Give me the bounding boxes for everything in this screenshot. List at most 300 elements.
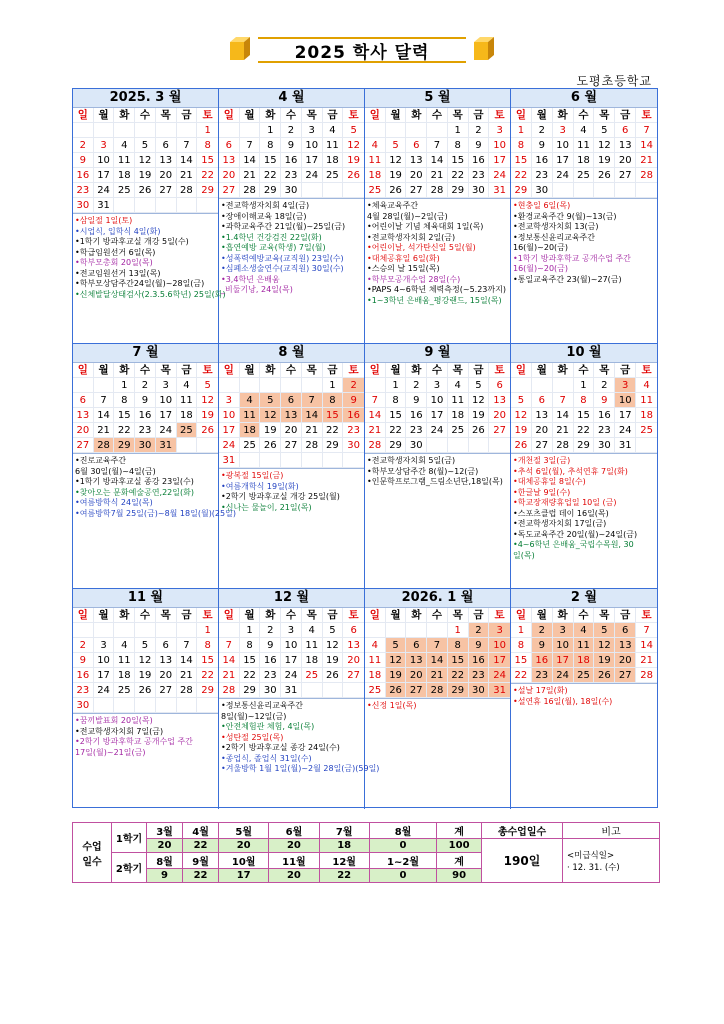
date-cell: 2 xyxy=(532,623,553,638)
date-cell: 28 xyxy=(365,438,386,453)
date-cell: 22 xyxy=(197,168,218,183)
days-cell: 22 xyxy=(183,869,219,883)
weekday-label: 일 xyxy=(365,108,386,123)
date-cell: 18 xyxy=(574,153,595,168)
date-grid xyxy=(73,123,218,213)
event-item: •전교학생자치회 2일(금) xyxy=(367,232,456,242)
weekday-label: 일 xyxy=(365,608,386,623)
event-item: •학부모상담주간24일(월)~28일(금) xyxy=(75,279,205,288)
days-cell: 9 xyxy=(147,869,183,883)
weekday-label: 월 xyxy=(386,108,407,123)
date-cell: 11 xyxy=(448,393,469,408)
date-cell: 22 xyxy=(448,668,469,683)
weekday-label: 일 xyxy=(73,108,94,123)
date-cell: 6 xyxy=(343,623,364,638)
date-grid xyxy=(73,378,218,453)
date-cell: 13 xyxy=(219,153,240,168)
date-cell: 3 xyxy=(553,123,574,138)
empty-cell xyxy=(240,123,261,138)
date-cell: 29 xyxy=(386,438,407,453)
date-cell: 21 xyxy=(94,423,115,438)
date-cell: 2 xyxy=(469,123,490,138)
empty-cell xyxy=(365,623,386,638)
weekday-label: 토 xyxy=(636,608,657,623)
weekday-label: 월 xyxy=(94,608,115,623)
date-cell: 20 xyxy=(73,423,94,438)
date-cell: 21 xyxy=(240,168,261,183)
date-cell: 31 xyxy=(281,683,302,698)
weekday-label: 화 xyxy=(406,108,427,123)
date-cell: 24 xyxy=(302,168,323,183)
date-cell: 16 xyxy=(281,153,302,168)
date-cell: 28 xyxy=(427,183,448,198)
date-grid xyxy=(365,378,510,453)
date-cell: 7 xyxy=(365,393,386,408)
date-cell: 30 xyxy=(260,683,281,698)
date-cell: 26 xyxy=(135,183,156,198)
days-cell: 0 xyxy=(369,869,436,883)
date-cell: 20 xyxy=(281,423,302,438)
event-item: •신정 1일(목) xyxy=(367,701,417,710)
event-item: 16(월)~20(금) xyxy=(513,264,569,273)
date-cell: 14 xyxy=(240,153,261,168)
date-cell: 14 xyxy=(177,653,198,668)
date-cell: 28 xyxy=(427,683,448,698)
event-item: •1학기 방과후학교 공개수업 주간 xyxy=(513,253,631,263)
sem2-label: 2학기 xyxy=(112,853,147,883)
date-cell: 12 xyxy=(594,138,615,153)
weekday-label: 수 xyxy=(574,608,595,623)
date-cell: 8 xyxy=(574,393,595,408)
date-cell: 31 xyxy=(94,198,115,213)
date-cell: 29 xyxy=(260,183,281,198)
date-cell: 4 xyxy=(302,623,323,638)
event-list xyxy=(219,698,380,775)
event-item: •독도교육주간 20일(월)~24일(금) xyxy=(513,529,638,539)
date-cell: 23 xyxy=(469,668,490,683)
date-cell: 10 xyxy=(281,638,302,653)
event-item: •1.4학년 건강검진 22일(화) xyxy=(221,232,322,242)
month-block xyxy=(219,89,365,344)
empty-cell xyxy=(114,198,135,213)
date-cell: 16 xyxy=(73,168,94,183)
date-cell: 18 xyxy=(302,653,323,668)
event-item: •통일교육주간 23(월)~27(금) xyxy=(513,274,622,284)
empty-cell xyxy=(302,683,323,698)
weekday-label: 일 xyxy=(73,608,94,623)
date-cell: 26 xyxy=(594,668,615,683)
empty-cell xyxy=(553,378,574,393)
weekday-label: 월 xyxy=(240,108,261,123)
date-cell: 1 xyxy=(323,378,344,393)
date-cell: 1 xyxy=(448,123,469,138)
date-cell: 16 xyxy=(469,153,490,168)
date-cell: 13 xyxy=(406,653,427,668)
date-cell: 13 xyxy=(343,638,364,653)
weekday-label: 화 xyxy=(553,608,574,623)
date-cell: 27 xyxy=(156,683,177,698)
date-cell: 5 xyxy=(135,638,156,653)
month-title: 8 월 xyxy=(219,344,364,363)
month-title: 10 월 xyxy=(511,344,657,363)
date-cell: 27 xyxy=(73,438,94,453)
calendar-grid xyxy=(72,88,658,808)
date-cell: 30 xyxy=(532,183,553,198)
date-cell: 31 xyxy=(219,453,240,468)
date-cell: 7 xyxy=(240,138,261,153)
weekday-label: 금 xyxy=(323,108,344,123)
school-name: 도평초등학교 xyxy=(576,74,652,88)
date-cell: 12 xyxy=(197,393,218,408)
empty-cell xyxy=(386,623,407,638)
date-cell: 27 xyxy=(281,438,302,453)
date-cell: 24 xyxy=(489,168,510,183)
date-cell: 26 xyxy=(197,423,218,438)
event-item: •어린이날 기념 체육대회 1일(목) xyxy=(367,222,484,231)
date-cell: 2 xyxy=(343,378,364,393)
date-cell: 24 xyxy=(94,183,115,198)
month-block xyxy=(219,589,380,809)
date-cell: 3 xyxy=(94,638,115,653)
event-item: •전교학생자치회 7일(금) xyxy=(75,726,164,736)
date-cell: 21 xyxy=(302,423,323,438)
date-cell: 13 xyxy=(532,408,553,423)
date-cell: 6 xyxy=(615,123,636,138)
date-cell: 23 xyxy=(343,423,364,438)
date-cell: 15 xyxy=(511,653,532,668)
date-cell: 10 xyxy=(94,153,115,168)
date-cell: 14 xyxy=(427,153,448,168)
date-cell: 11 xyxy=(240,408,261,423)
date-cell: 27 xyxy=(615,168,636,183)
empty-cell xyxy=(615,183,636,198)
date-cell: 6 xyxy=(156,138,177,153)
event-item: •과학교육주간 21일(월)~25일(금) xyxy=(221,222,346,231)
date-cell: 4 xyxy=(177,378,198,393)
event-item: •전교학생자치회 17일(금) xyxy=(513,519,607,528)
date-cell: 20 xyxy=(156,168,177,183)
date-cell: 3 xyxy=(615,378,636,393)
month-header: 1~2월 xyxy=(369,853,436,869)
weekday-header xyxy=(73,608,218,623)
empty-cell xyxy=(343,453,364,468)
month-block xyxy=(511,89,657,344)
date-cell: 17 xyxy=(489,653,510,668)
empty-cell xyxy=(177,623,198,638)
date-cell: 22 xyxy=(448,168,469,183)
date-cell: 4 xyxy=(574,123,595,138)
date-cell: 24 xyxy=(553,668,574,683)
date-cell: 1 xyxy=(240,623,261,638)
date-cell: 15 xyxy=(323,408,344,423)
date-cell: 14 xyxy=(219,653,240,668)
date-cell: 2 xyxy=(73,638,94,653)
date-cell: 19 xyxy=(594,653,615,668)
date-cell: 18 xyxy=(240,423,261,438)
date-cell: 26 xyxy=(260,438,281,453)
weekday-label: 금 xyxy=(469,108,490,123)
weekday-label: 화 xyxy=(406,363,427,378)
date-cell: 23 xyxy=(594,423,615,438)
weekday-label: 일 xyxy=(73,363,94,378)
date-cell: 26 xyxy=(135,683,156,698)
month-title: 7 월 xyxy=(73,344,218,363)
weekday-label: 토 xyxy=(197,608,218,623)
empty-cell xyxy=(594,183,615,198)
empty-cell xyxy=(489,438,510,453)
date-cell: 4 xyxy=(448,378,469,393)
weekday-label: 화 xyxy=(114,608,135,623)
empty-cell xyxy=(94,378,115,393)
date-cell: 25 xyxy=(574,168,595,183)
date-cell: 7 xyxy=(427,138,448,153)
month-header: 5월 xyxy=(219,823,269,839)
month-header: 계 xyxy=(437,823,482,839)
month-header: 7월 xyxy=(319,823,369,839)
date-cell: 9 xyxy=(343,393,364,408)
days-cell: 17 xyxy=(219,869,269,883)
weekday-label: 일 xyxy=(219,608,240,623)
date-cell: 20 xyxy=(532,423,553,438)
date-cell: 17 xyxy=(553,153,574,168)
date-cell: 22 xyxy=(197,668,218,683)
empty-cell xyxy=(73,123,94,138)
date-cell: 14 xyxy=(636,638,657,653)
empty-cell xyxy=(73,378,94,393)
date-cell: 24 xyxy=(427,423,448,438)
event-item: •겨울방학 1월 1일(월)~2월 28일(금)(59일) xyxy=(221,764,380,773)
date-cell: 18 xyxy=(114,668,135,683)
date-cell: 15 xyxy=(114,408,135,423)
date-cell: 11 xyxy=(365,153,386,168)
weekday-label: 목 xyxy=(302,108,323,123)
month-block xyxy=(511,589,657,809)
date-cell: 7 xyxy=(636,623,657,638)
date-cell: 23 xyxy=(469,168,490,183)
date-cell: 31 xyxy=(489,183,510,198)
date-cell: 12 xyxy=(511,408,532,423)
title-banner xyxy=(228,34,496,66)
date-cell: 18 xyxy=(365,168,386,183)
empty-cell xyxy=(177,198,198,213)
date-cell: 24 xyxy=(489,668,510,683)
event-item: 4월 28일(월)~2일(금) xyxy=(367,211,448,221)
date-cell: 22 xyxy=(511,668,532,683)
month-title: 5 월 xyxy=(365,89,510,108)
date-cell: 14 xyxy=(636,138,657,153)
date-cell: 25 xyxy=(240,438,261,453)
date-cell: 26 xyxy=(386,183,407,198)
date-cell: 29 xyxy=(197,183,218,198)
event-item: •심폐소생술연수(교직원) 30일(수) xyxy=(221,264,344,273)
event-item: •삼일절 1일(토) xyxy=(75,216,133,225)
note-header: 비고 xyxy=(563,823,660,839)
empty-cell xyxy=(135,198,156,213)
date-cell: 19 xyxy=(343,153,364,168)
date-cell: 5 xyxy=(511,393,532,408)
empty-cell xyxy=(156,198,177,213)
weekday-label: 월 xyxy=(386,608,407,623)
days-cell: 20 xyxy=(219,839,269,853)
date-cell: 16 xyxy=(406,408,427,423)
date-cell: 31 xyxy=(156,438,177,453)
weekday-label: 월 xyxy=(94,108,115,123)
date-grid xyxy=(511,378,657,453)
event-item: •장애이해교육 18일(금) xyxy=(221,211,307,221)
event-item: •1~3학년 은배움_평강랜드, 15일(목) xyxy=(367,295,502,305)
empty-cell xyxy=(156,698,177,713)
date-cell: 17 xyxy=(553,653,574,668)
weekday-label: 월 xyxy=(532,108,553,123)
event-item: •PAPS 4~6학년 체력측정(~5.23까지) xyxy=(367,285,506,294)
date-cell: 9 xyxy=(406,393,427,408)
date-cell: 12 xyxy=(469,393,490,408)
event-item: •대체공휴일 8일(수) xyxy=(513,477,586,486)
date-cell: 27 xyxy=(489,423,510,438)
date-cell: 25 xyxy=(365,683,386,698)
date-cell: 27 xyxy=(343,668,364,683)
date-cell: 9 xyxy=(594,393,615,408)
date-cell: 3 xyxy=(302,123,323,138)
date-cell: 13 xyxy=(73,408,94,423)
date-cell: 9 xyxy=(73,653,94,668)
date-cell: 16 xyxy=(469,653,490,668)
date-cell: 22 xyxy=(386,423,407,438)
month-title: 2025. 3 월 xyxy=(73,89,218,108)
weekday-header xyxy=(73,363,218,378)
event-list xyxy=(365,198,510,306)
weekday-label: 목 xyxy=(302,363,323,378)
event-list xyxy=(511,453,657,561)
date-cell: 6 xyxy=(532,393,553,408)
empty-cell xyxy=(156,123,177,138)
date-cell: 12 xyxy=(594,638,615,653)
date-cell: 7 xyxy=(636,123,657,138)
date-cell: 19 xyxy=(511,423,532,438)
weekday-label: 목 xyxy=(594,108,615,123)
weekday-label: 토 xyxy=(636,363,657,378)
days-cell: 0 xyxy=(369,839,436,853)
date-cell: 16 xyxy=(532,653,553,668)
date-cell: 4 xyxy=(323,123,344,138)
date-cell: 23 xyxy=(532,668,553,683)
date-cell: 14 xyxy=(94,408,115,423)
weekday-label: 화 xyxy=(114,108,135,123)
date-cell: 6 xyxy=(281,393,302,408)
month-header: 8월 xyxy=(369,823,436,839)
date-cell: 7 xyxy=(94,393,115,408)
date-cell: 4 xyxy=(365,638,386,653)
date-cell: 13 xyxy=(281,408,302,423)
month-title: 11 월 xyxy=(73,589,218,608)
date-cell: 5 xyxy=(135,138,156,153)
date-cell: 4 xyxy=(114,638,135,653)
date-cell: 4 xyxy=(636,378,657,393)
weekday-label: 수 xyxy=(135,363,156,378)
total-header: 총수업일수 xyxy=(482,823,563,839)
date-cell: 11 xyxy=(365,653,386,668)
date-cell: 24 xyxy=(281,668,302,683)
date-cell: 10 xyxy=(553,138,574,153)
weekday-header xyxy=(511,363,657,378)
date-cell: 28 xyxy=(553,438,574,453)
date-cell: 1 xyxy=(260,123,281,138)
empty-cell xyxy=(73,623,94,638)
empty-cell xyxy=(427,123,448,138)
empty-cell xyxy=(197,198,218,213)
date-cell: 4 xyxy=(240,393,261,408)
date-cell: 28 xyxy=(177,683,198,698)
date-grid xyxy=(511,623,657,683)
date-cell: 28 xyxy=(94,438,115,453)
date-cell: 27 xyxy=(219,183,240,198)
date-cell: 11 xyxy=(636,393,657,408)
date-cell: 23 xyxy=(281,168,302,183)
date-cell: 19 xyxy=(386,168,407,183)
month-title: 6 월 xyxy=(511,89,657,108)
date-cell: 8 xyxy=(511,638,532,653)
date-cell: 7 xyxy=(177,138,198,153)
date-cell: 12 xyxy=(343,138,364,153)
date-cell: 2 xyxy=(594,378,615,393)
event-list xyxy=(73,213,226,300)
empty-cell xyxy=(386,123,407,138)
date-cell: 13 xyxy=(156,653,177,668)
weekday-label: 월 xyxy=(94,363,115,378)
event-item: •학교장재량휴업일 10일 (금) xyxy=(513,498,617,507)
date-cell: 10 xyxy=(427,393,448,408)
month-block xyxy=(73,589,219,809)
date-cell: 15 xyxy=(197,153,218,168)
event-list xyxy=(73,713,218,758)
empty-cell xyxy=(219,623,240,638)
empty-cell xyxy=(365,123,386,138)
date-cell: 23 xyxy=(135,423,156,438)
date-cell: 15 xyxy=(240,653,261,668)
date-cell: 21 xyxy=(636,653,657,668)
date-cell: 2 xyxy=(469,623,490,638)
empty-cell xyxy=(636,183,657,198)
date-grid xyxy=(365,123,510,198)
month-header: 4월 xyxy=(183,823,219,839)
empty-cell xyxy=(177,438,198,453)
event-item: 8일(월)~12일(금) xyxy=(221,711,287,721)
event-list xyxy=(511,683,657,707)
date-cell: 28 xyxy=(240,183,261,198)
date-cell: 23 xyxy=(406,423,427,438)
event-item: •학부모공개수업 28일(수) xyxy=(367,274,461,284)
empty-cell xyxy=(135,123,156,138)
event-item: _비둘기낭, 24일(목) xyxy=(221,285,293,294)
event-item: •정보통신윤리교육주간 xyxy=(221,701,303,710)
date-cell: 7 xyxy=(427,638,448,653)
days-cell: 90 xyxy=(437,869,482,883)
weekday-label: 목 xyxy=(156,363,177,378)
event-item: •4~6학년 은배움_국립수목원, 30 xyxy=(513,540,634,549)
weekday-label: 토 xyxy=(489,608,510,623)
empty-cell xyxy=(469,438,490,453)
date-cell: 25 xyxy=(177,423,198,438)
date-cell: 10 xyxy=(489,638,510,653)
event-item: •1학기 방과후교실 개강 5일(수) xyxy=(75,237,189,246)
days-cell: 22 xyxy=(183,839,219,853)
date-cell: 17 xyxy=(427,408,448,423)
empty-cell xyxy=(448,438,469,453)
month-title: 2026. 1 월 xyxy=(365,589,510,608)
date-cell: 8 xyxy=(240,638,261,653)
date-cell: 22 xyxy=(260,168,281,183)
weekday-header xyxy=(73,108,218,123)
